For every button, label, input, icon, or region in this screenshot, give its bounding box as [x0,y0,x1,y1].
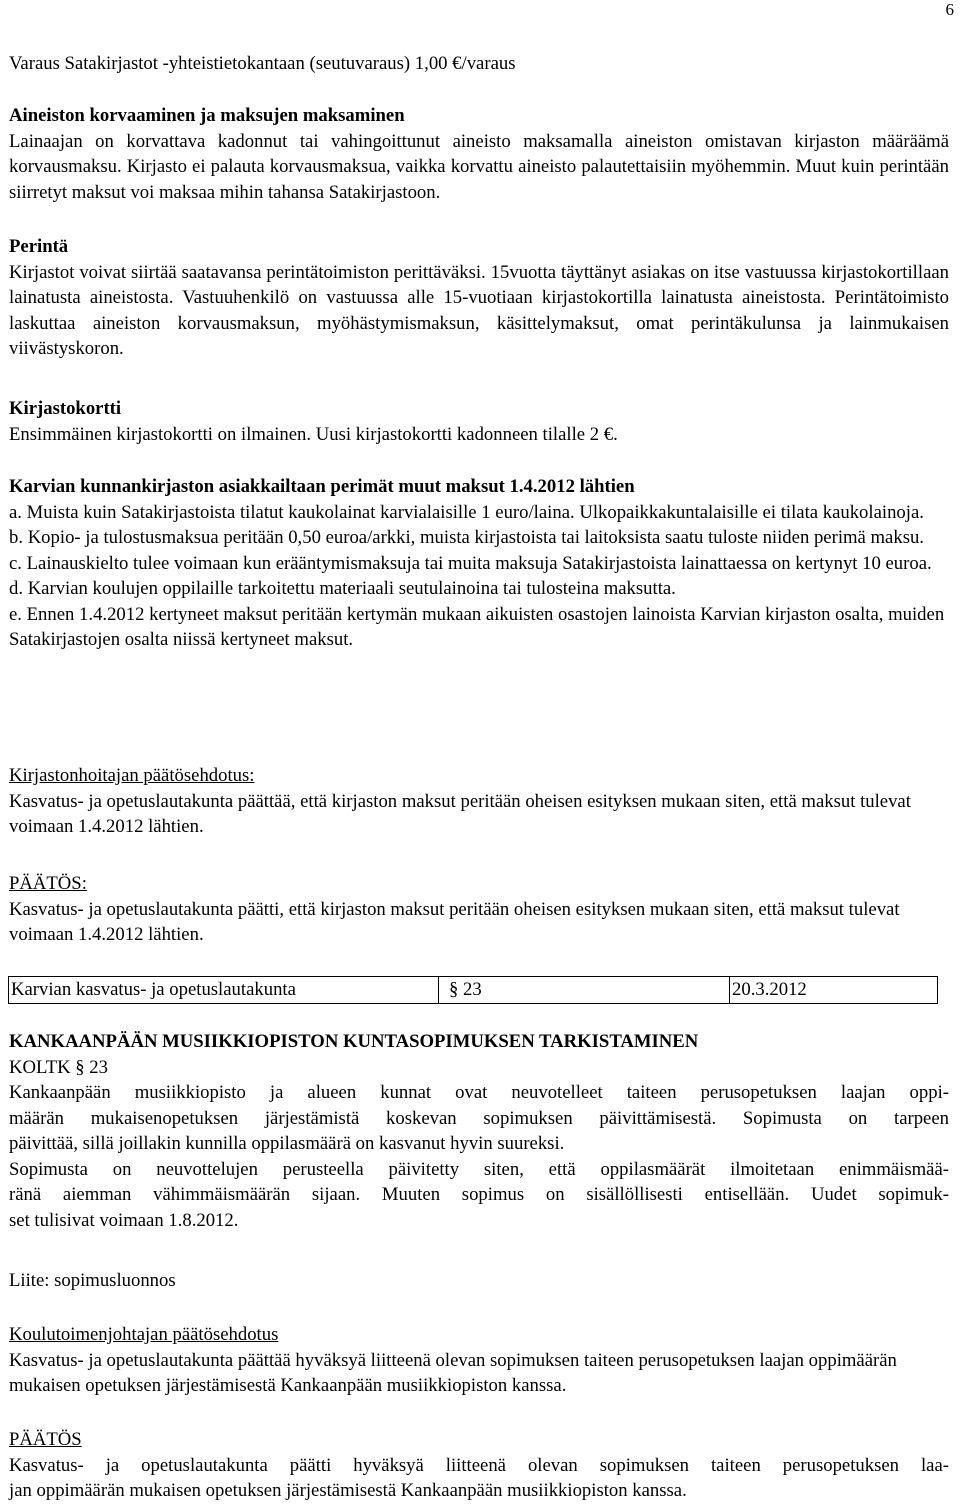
section-text: Ensimmäinen kirjastokortti on ilmainen. Uusi kirjastokortti kadonneen tilalle 2 €. [9,423,618,445]
text-line: jan oppimäärän mukaisen opetuksen järjestämisestä Kankaanpään musiikkiopiston kanssa. [9,1480,687,1501]
text-line: määrän mukaisenopetuksen järjestämistä koskevan sopimuksen päivittämisestä. Sopimusta on tarpeen [9,1107,949,1129]
text-line: Kasvatus- ja opetuslautakunta päätti hyväksyä liitteenä olevan sopimuksen taiteen perusopetuksen laa- [9,1454,949,1476]
section-perinta [9,234,949,362]
fee-item: b. Kopio- ja tulostusmaksua peritään 0,50 euroa/arkki, muista kirjastoista tai laitoksista saatu tuloste niiden perimä maksu. [9,527,924,548]
section-paatos-2 [9,1427,949,1504]
section-korvaaminen [9,103,949,205]
section-musiikkiopisto [9,1029,949,1233]
meeting-date: 20.3.2012 [730,977,938,1004]
section-ehdotus [9,763,949,840]
meeting-table [8,976,938,1004]
section-heading: Perintä [9,236,69,257]
section-heading: PÄÄTÖS [9,1429,82,1450]
section-heading: Kirjastokortti [9,398,122,419]
text-line: Sopimusta on neuvottelujen perusteella päivitetty siten, että oppilasmäärät ilmoitetaan enimmäismää- [9,1158,949,1180]
section-text: Kirjastot voivat siirtää saatavansa perintätoimiston perittäväksi. 15vuotta täyttänyt asiakas on itse vastuussa kirjastokortillaan lainatusta aineistosta. Vastuuhenkilö on vastuussa alle 15-vuotiaan kirjastokortilla lainatusta aineistosta. Perintätoimisto laskuttaa aineiston korvausmaksun, myöhästymismaksun, käsittelymaksut, omat perintäkulunsa ja lainmukaisen viivästyskoron. [9,261,949,359]
section-kirjastokortti [9,396,949,447]
text-line: päivittää, sillä joillakin kunnilla oppilasmäärä on kasvanut hyvin suureksi. [9,1133,565,1154]
section-muut-maksut [9,474,949,653]
fee-item: d. Karvian koulujen oppilaille tarkoitettu materiaali seutulainoina tai tulosteina maksutta. [9,578,676,599]
section-text: Kasvatus- ja opetuslautakunta päättää hyväksyä liitteenä olevan sopimuksen taiteen perusopetuksen laajan oppimäärän mukaisen opetuksen järjestämisestä Kankaanpään musiikkiopiston kanssa. [9,1349,897,1396]
section-ref: KOLTK § 23 [9,1056,108,1078]
section-ehdotus-2 [9,1322,949,1399]
section-heading: Karvian kunnankirjaston asiakkailtaan perimät muut maksut 1.4.2012 lähtien [9,476,635,497]
section-heading: Koulutoimenjohtajan päätösehdotus [9,1324,279,1345]
text-line: set tulisivat voimaan 1.8.2012. [9,1209,239,1231]
fee-item: c. Lainauskielto tulee voimaan kun erääntymismaksuja tai muita maksuja Satakirjastoista lainattaessa on kertynyt 10 euroa. [9,552,932,574]
section-title: KANKAANPÄÄN MUSIIKKIOPISTON KUNTASOPIMUKSEN TARKISTAMINEN [9,1031,699,1052]
text-line: ränä aiemman vähimmäismäärän sijaan. Muuten sopimus on sisällöllisesti entisellään. Uudet sopimuk- [9,1184,949,1205]
attachment-note: Liite: sopimusluonnos [9,1270,176,1291]
fee-item: e. Ennen 1.4.2012 kertyneet maksut peritään kertymän mukaan aikuisten osastojen lainoista Karvian kirjaston osalta, muiden Satakirjastojen osalta niissä kertyneet maksut. [9,603,945,650]
meeting-body: Karvian kasvatus- ja opetuslautakunta [9,977,439,1004]
fee-item: a. Muista kuin Satakirjastoista tilatut kaukolainat karvialaisille 1 euro/laina. Ulkopaikkakuntalaisille ei tilata kaukolainoja. [9,501,924,523]
section-heading: Kirjastonhoitajan päätösehdotus: [9,765,255,786]
section-paatos [9,871,949,948]
text-line: Kankaanpään musiikkiopisto ja alueen kunnat ovat neuvotelleet taiteen perusopetuksen laajan oppi- [9,1082,949,1103]
section-text: Lainaajan on korvattava kadonnut tai vahingoittunut aineisto maksamalla aineiston omistavan kirjaston määräämä korvausmaksu. Kirjasto ei palauta korvausmaksua, vaikka korvattu aineisto palautettaisiin myöhemmin. Muut kuin perintään siirretyt maksut voi maksaa mihin tahansa Satakirjastoon. [9,130,949,203]
section-text: Kasvatus- ja opetuslautakunta päättää, että kirjaston maksut peritään oheisen esityksen mukaan siten, että maksut tulevat voimaan 1.4.2012 lähtien. [9,790,911,837]
meeting-section: § 23 [439,977,730,1004]
section-heading: Aineiston korvaaminen ja maksujen maksaminen [9,105,405,126]
page-number: 6 [945,0,954,19]
section-heading: PÄÄTÖS: [9,873,87,894]
reservation-fee-line: Varaus Satakirjastot -yhteistietokantaan (seutuvaraus) 1,00 €/varaus [9,53,516,74]
section-text: Kasvatus- ja opetuslautakunta päätti, että kirjaston maksut peritään oheisen esityksen mukaan siten, että maksut tulevat voimaan 1.4.2012 lähtien. [9,898,900,945]
